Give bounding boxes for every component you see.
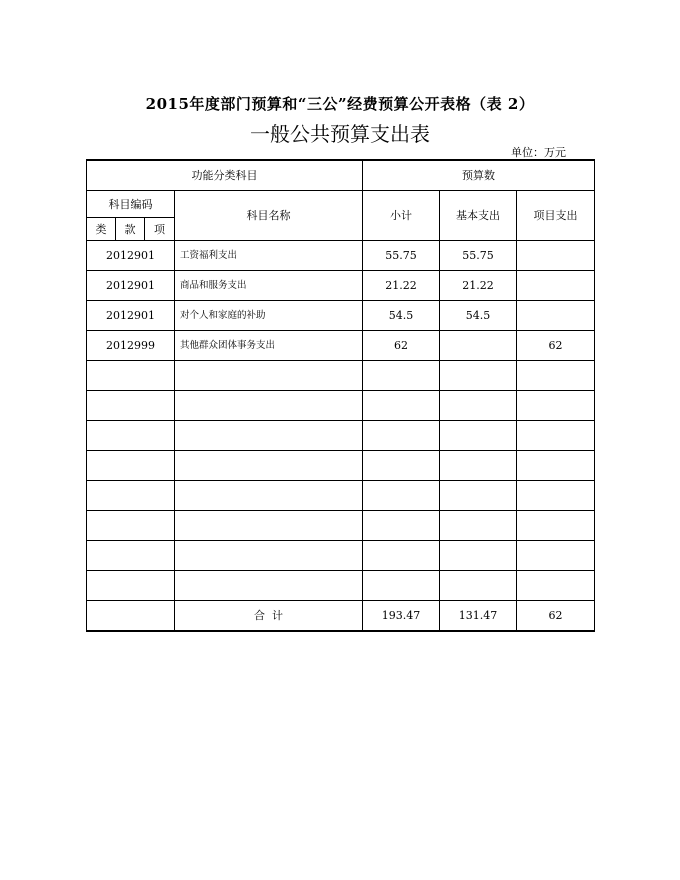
empty-cell bbox=[175, 451, 363, 481]
header-basic-expenditure: 基本支出 bbox=[440, 191, 517, 241]
empty-cell bbox=[87, 451, 175, 481]
empty-cell bbox=[87, 541, 175, 571]
empty-cell bbox=[87, 511, 175, 541]
header-project-expenditure: 项目支出 bbox=[517, 191, 595, 241]
empty-row bbox=[87, 481, 595, 511]
empty-cell bbox=[440, 421, 517, 451]
table-row bbox=[87, 241, 595, 271]
empty-row bbox=[87, 571, 595, 601]
project-expenditure-cell bbox=[517, 271, 595, 301]
empty-cell bbox=[517, 481, 595, 511]
empty-cell bbox=[440, 511, 517, 541]
empty-cell bbox=[363, 571, 440, 601]
subject-name-cell: 其他群众团体事务支出 bbox=[175, 331, 363, 361]
empty-cell bbox=[363, 451, 440, 481]
header-subject-code: 科目编码 bbox=[87, 191, 175, 218]
header-subtotal: 小计 bbox=[363, 191, 440, 241]
subject-code-cell: 2012901 bbox=[87, 301, 175, 331]
empty-cell bbox=[517, 541, 595, 571]
empty-cell bbox=[517, 451, 595, 481]
empty-cell bbox=[440, 541, 517, 571]
empty-cell bbox=[440, 391, 517, 421]
empty-cell bbox=[175, 421, 363, 451]
subject-code-cell: 2012901 bbox=[87, 271, 175, 301]
total-subtotal: 193.47 bbox=[363, 601, 440, 632]
empty-row bbox=[87, 391, 595, 421]
project-expenditure-cell bbox=[517, 301, 595, 331]
table-row bbox=[87, 331, 595, 361]
empty-row bbox=[87, 541, 595, 571]
empty-cell bbox=[363, 421, 440, 451]
total-row bbox=[87, 601, 595, 632]
empty-cell bbox=[363, 481, 440, 511]
subject-name-cell: 商品和服务支出 bbox=[175, 271, 363, 301]
total-basic-expenditure: 131.47 bbox=[440, 601, 517, 632]
subtotal-cell: 62 bbox=[363, 331, 440, 361]
header-function-category: 功能分类科目 bbox=[87, 160, 363, 191]
empty-cell bbox=[363, 361, 440, 391]
header-class: 类 bbox=[87, 218, 116, 241]
empty-cell bbox=[87, 601, 175, 632]
header-subject-name: 科目名称 bbox=[175, 191, 363, 241]
subtotal-cell: 55.75 bbox=[363, 241, 440, 271]
header-section: 款 bbox=[116, 218, 145, 241]
empty-cell bbox=[440, 571, 517, 601]
subtotal-cell: 21.22 bbox=[363, 271, 440, 301]
total-label: 合 计 bbox=[175, 601, 363, 632]
empty-cell bbox=[175, 511, 363, 541]
table-row bbox=[87, 301, 595, 331]
empty-cell bbox=[175, 481, 363, 511]
empty-cell bbox=[440, 361, 517, 391]
empty-cell bbox=[517, 421, 595, 451]
project-expenditure-cell: 62 bbox=[517, 331, 595, 361]
budget-expenditure-table bbox=[86, 159, 595, 632]
subject-code-cell: 2012999 bbox=[87, 331, 175, 361]
empty-cell bbox=[175, 391, 363, 421]
empty-cell bbox=[517, 391, 595, 421]
unit-label: 单位：万元 bbox=[511, 146, 566, 159]
empty-cell bbox=[87, 421, 175, 451]
empty-cell bbox=[175, 571, 363, 601]
empty-cell bbox=[87, 361, 175, 391]
empty-cell bbox=[175, 361, 363, 391]
empty-cell bbox=[517, 571, 595, 601]
empty-row bbox=[87, 421, 595, 451]
empty-cell bbox=[517, 361, 595, 391]
header-item: 项 bbox=[145, 218, 175, 241]
empty-cell bbox=[87, 481, 175, 511]
project-expenditure-cell bbox=[517, 241, 595, 271]
empty-cell bbox=[87, 391, 175, 421]
header-row-2 bbox=[87, 191, 595, 218]
empty-cell bbox=[363, 511, 440, 541]
empty-cell bbox=[175, 541, 363, 571]
header-budget-amount: 预算数 bbox=[363, 160, 595, 191]
basic-expenditure-cell: 55.75 bbox=[440, 241, 517, 271]
empty-cell bbox=[363, 541, 440, 571]
table-title: 一般公共预算支出表 bbox=[250, 122, 430, 146]
subject-name-cell: 工资福利支出 bbox=[175, 241, 363, 271]
subject-code-cell: 2012901 bbox=[87, 241, 175, 271]
basic-expenditure-cell: 21.22 bbox=[440, 271, 517, 301]
empty-cell bbox=[517, 511, 595, 541]
subtotal-cell: 54.5 bbox=[363, 301, 440, 331]
basic-expenditure-cell bbox=[440, 331, 517, 361]
empty-cell bbox=[87, 571, 175, 601]
header-row-1 bbox=[87, 160, 595, 191]
empty-row bbox=[87, 451, 595, 481]
table-row bbox=[87, 271, 595, 301]
empty-cell bbox=[440, 451, 517, 481]
subject-name-cell: 对个人和家庭的补助 bbox=[175, 301, 363, 331]
basic-expenditure-cell: 54.5 bbox=[440, 301, 517, 331]
empty-cell bbox=[440, 481, 517, 511]
document-title: 2015年度部门预算和“三公”经费预算公开表格（表 2） bbox=[145, 95, 535, 113]
empty-row bbox=[87, 361, 595, 391]
empty-row bbox=[87, 511, 595, 541]
total-project-expenditure: 62 bbox=[517, 601, 595, 632]
empty-cell bbox=[363, 391, 440, 421]
